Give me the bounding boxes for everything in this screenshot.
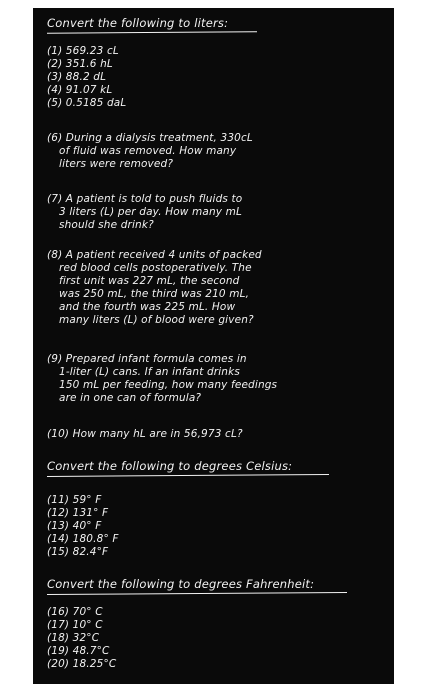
question-9-line-3: 150 mL per feeding, how many feedings (59, 379, 278, 391)
question-7-line-1: (7) A patient is told to push fluids to (47, 193, 243, 205)
question-8-line-4: was 250 mL, the third was 210 mL, (59, 288, 250, 300)
question-13: (13) 40° F (47, 520, 102, 532)
question-6-line-1: (6) During a dialysis treatment, 330cL (47, 132, 253, 144)
question-10: (10) How many hL are in 56,973 cL? (47, 428, 243, 440)
question-8-line-5: and the fourth was 225 mL. How (59, 301, 236, 313)
question-17: (17) 10° C (47, 619, 103, 631)
question-16: (16) 70° C (47, 606, 103, 618)
question-6-line-2: of fluid was removed. How many (59, 145, 237, 157)
question-8-line-2: red blood cells postoperatively. The (59, 262, 252, 274)
question-7-line-3: should she drink? (59, 219, 154, 231)
heading-convert-to-celsius: Convert the following to degrees Celsius: (47, 459, 293, 473)
question-19: (19) 48.7°C (47, 645, 110, 657)
question-8-line-3: first unit was 227 mL, the second (59, 275, 240, 287)
heading-convert-to-fahrenheit: Convert the following to degrees Fahrenheit: (47, 577, 315, 591)
question-3: (3) 88.2 dL (47, 71, 107, 83)
question-14: (14) 180.8° F (47, 533, 119, 545)
question-8-line-1: (8) A patient received 4 units of packed (47, 249, 262, 261)
question-18: (18) 32°C (47, 632, 100, 644)
question-11: (11) 59° F (47, 494, 102, 506)
question-9-line-1: (9) Prepared infant formula comes in (47, 353, 247, 365)
question-2: (2) 351.6 hL (47, 58, 113, 70)
question-6-line-3: liters were removed? (59, 158, 174, 170)
heading-underline (47, 474, 329, 477)
question-5: (5) 0.5185 daL (47, 97, 127, 109)
question-4: (4) 91.07 kL (47, 84, 113, 96)
question-9-line-4: are in one can of formula? (59, 392, 202, 404)
heading-underline (47, 31, 257, 34)
question-15: (15) 82.4°F (47, 546, 109, 558)
question-9-line-2: 1-liter (L) cans. If an infant drinks (59, 366, 240, 378)
question-8-line-6: many liters (L) of blood were given? (59, 314, 254, 326)
question-1: (1) 569.23 cL (47, 45, 119, 57)
question-12: (12) 131° F (47, 507, 109, 519)
heading-underline (47, 592, 347, 595)
worksheet-board (33, 8, 394, 684)
heading-convert-to-liters: Convert the following to liters: (47, 16, 229, 30)
question-20: (20) 18.25°C (47, 658, 117, 670)
question-7-line-2: 3 liters (L) per day. How many mL (59, 206, 243, 218)
